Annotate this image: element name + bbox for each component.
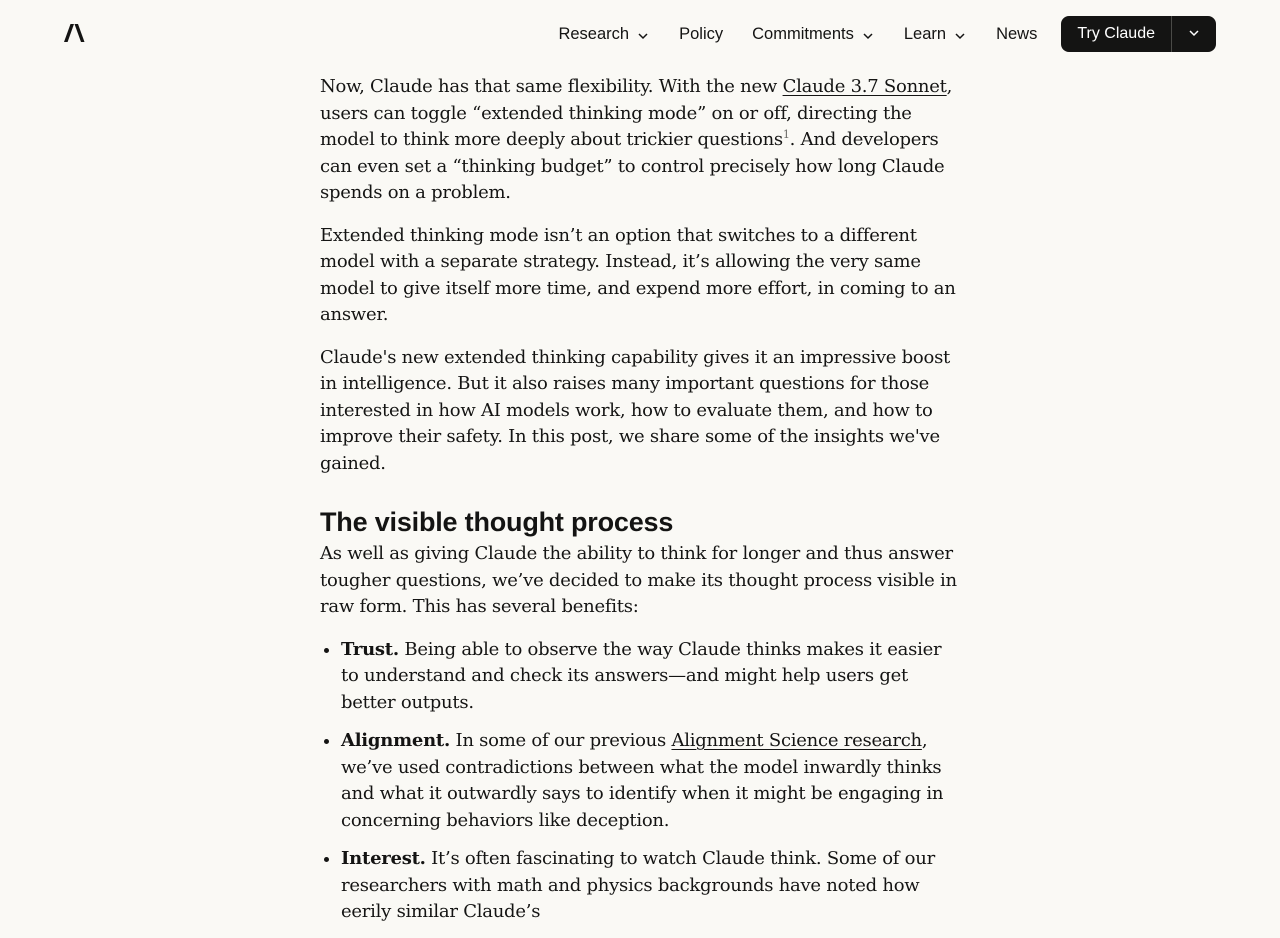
list-item-title: Alignment.: [341, 730, 450, 751]
nav-research[interactable]: [558, 25, 649, 44]
paragraph: Extended thinking mode isn’t an option that switches to a different model with a separate strategy. Instead, it’s allowing the very same model to give itself more time, and expend more effort, in coming to an answer.: [320, 224, 956, 325]
nav-commitments-label: Commitments: [752, 24, 854, 43]
site-header: [0, 0, 1280, 68]
chevron-down-icon: [862, 28, 874, 40]
nav-policy-label: Policy: [679, 24, 724, 43]
footnote-ref[interactable]: 1: [782, 128, 790, 141]
list-item: [341, 637, 960, 717]
list-item-title: Interest.: [341, 848, 426, 869]
nav-news-label: News: [996, 24, 1038, 43]
list-item-text: , we’ve used contradictions between what the model inwardly thinks and what it outwardly says to identify when it might be engaging in concerning behaviors like deception.: [341, 730, 944, 831]
paragraph-text: , users can toggle “extended thinking mode” on or off, directing the model to think more deeply about trickier questions: [320, 76, 953, 150]
nav-news[interactable]: [996, 25, 1037, 44]
list-item-text: Being able to observe the way Claude thinks makes it easier to understand and check its answers—and might help users get better outputs.: [341, 638, 942, 713]
try-claude-button[interactable]: Try Claude: [1077, 25, 1155, 42]
list-item-text: It’s often fascinating to watch Claude think. Some of our researchers with math and physics backgrounds have noted how eerily similar Claude’s: [341, 848, 935, 922]
paragraph: As well as giving Claude the ability to think for longer and thus answer tougher questions, we’ve decided to make its thought process visible in raw form. This has several benefits:: [320, 543, 957, 617]
list-item-text: In some of our previous: [449, 730, 672, 751]
alignment-science-research-link[interactable]: Alignment Science research: [671, 730, 922, 751]
paragraph: Claude's new extended thinking capability gives it an impressive boost in intelligence. But it also raises many important questions for those interested in how AI models work, how to evaluate them, and how to improve their safety. In this post, we share some of the insights we've gained.: [320, 346, 951, 474]
list-item: [341, 846, 960, 926]
claude-37-sonnet-link[interactable]: Claude 3.7 Sonnet: [782, 76, 947, 97]
benefits-list: [320, 637, 960, 926]
nav-research-label: Research: [558, 24, 630, 43]
list-item: [341, 728, 960, 834]
nav-learn-label: Learn: [903, 24, 947, 43]
list-item-title: Trust.: [341, 638, 399, 660]
section-heading: The visible thought process: [320, 507, 674, 537]
paragraph: [320, 74, 960, 207]
chevron-down-icon: [1188, 25, 1200, 44]
chevron-down-icon: [637, 28, 649, 40]
try-claude-dropdown-button[interactable]: [1172, 16, 1216, 52]
try-claude-group: [1061, 16, 1216, 52]
nav-commitments[interactable]: [752, 25, 874, 44]
anthropic-logo-icon[interactable]: [64, 24, 88, 44]
nav-learn[interactable]: [904, 25, 966, 44]
main-nav: [558, 16, 1216, 52]
paragraph-text: Now, Claude has that same flexibility. With the new: [320, 76, 783, 97]
article-body: [320, 74, 960, 938]
chevron-down-icon: [954, 28, 966, 40]
paragraph-text: . And developers can even set a “thinking budget” to control precisely how long Claude spends on a problem.: [320, 129, 945, 203]
nav-policy[interactable]: [679, 25, 723, 44]
